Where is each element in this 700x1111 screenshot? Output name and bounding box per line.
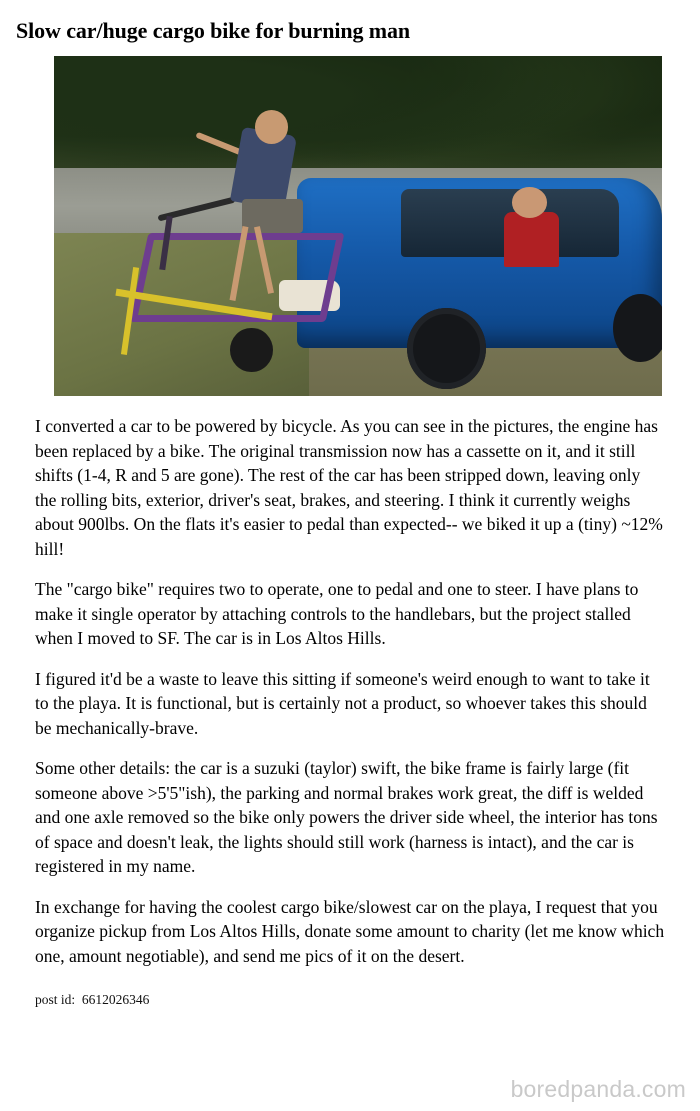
post-photo <box>54 56 662 396</box>
post-paragraph: The "cargo bike" requires two to operate, one to pedal and one to steer. I have plans to make it single operator by attaching controls to the handlebars, but the project stalled when I moved to SF. The car is in Los Altos Hills. <box>35 579 639 648</box>
post-paragraph: Some other details: the car is a suzuki (taylor) swift, the bike frame is fairly large (fit someone above >5'5"ish), the parking and normal brakes work great, the diff is welded and one axle removed so the bike only powers the driver side wheel, the interior has tons of space and doesn't leak, the lights should still work (harness is intact), and the car is registered in my name. <box>35 758 658 876</box>
photo-rider-shorts <box>242 199 303 233</box>
photo-passenger <box>504 212 559 266</box>
post-paragraph: I figured it'd be a waste to leave this sitting if someone's weird enough to want to take it to the playa. It is functional, but is certainly not a product, so whoever takes this should be mechanically-brave. <box>35 668 650 738</box>
post-body <box>25 414 675 1008</box>
post-id-value: 6612026346 <box>81 992 150 1007</box>
post-id-label: post id: <box>35 992 76 1007</box>
post-paragraph: In exchange for having the coolest cargo bike/slowest car on the playa, I request that you organize pickup from Los Altos Hills, donate some amount to charity (let me know which one, amount negotiable), and send me pics of it on the desert. <box>35 896 665 966</box>
photo-bike-wheel <box>230 328 273 372</box>
photo-front-wheel <box>407 308 486 390</box>
post-image-wrapper <box>26 56 674 396</box>
post-paragraph: I converted a car to be powered by bicycle. As you can see in the pictures, the engine has been replaced by a bike. The original transmission now has a cassette on it, and it still shifts (1-4, R and 5 are gone). The rest of the car has been stripped down, leaving only the rolling bits, exterior, driver's seat, brakes, and steering. I think it currently weighs about 900lbs. On the flats it's easier to pedal than expected-- we biked it up a (tiny) ~12% hill! <box>35 416 663 559</box>
watermark: boredpanda.com <box>510 1076 686 1102</box>
post-id <box>35 992 665 1008</box>
page-title: Slow car/huge cargo bike for burning man <box>16 18 411 43</box>
photo-rear-wheel <box>613 294 662 362</box>
